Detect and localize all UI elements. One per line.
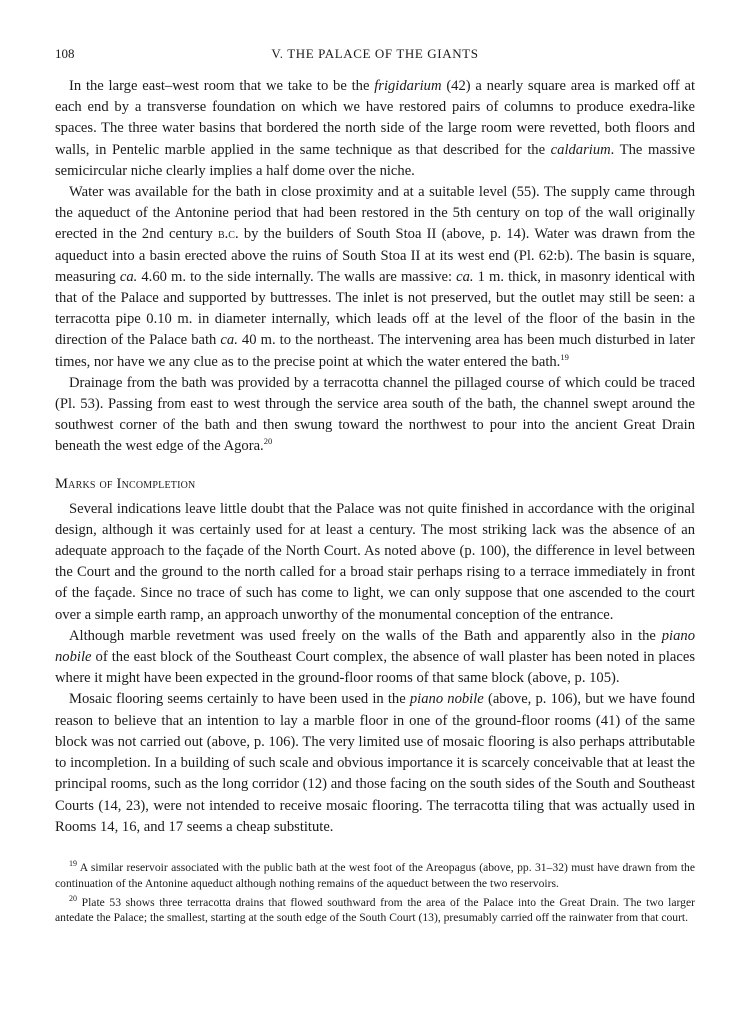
footnotes <box>55 860 695 926</box>
paragraph-frigidarium: In the large east–west room that we take to be the frigidarium (42) a nearly square area is marked off at each end by a transverse foundation on which we have restored pairs of columns to produce exedra-like spaces. The three water basins that bordered the north side of the large room were revetted, both floors and walls, in Pentelic marble applied in the same technique as that described for the caldarium. The massive semicircular niche clearly implies a half dome over the niche. <box>55 78 696 179</box>
paragraph-mosaic-flooring: Mosaic flooring seems certainly to have been used in the piano nobile (above, p. 106), but we have found reason to believe that an intention to lay a marble floor in one of the ground-floor rooms (41) of the same block was not carried out (above, p. 106). The very limited use of mosaic flooring is also perhaps attributable to incompletion. In a building of such scale and obvious importance it is scarcely conceivable that at least the principal rooms, such as the long corridor (12) and those facing on the south sides of the South and Southeast Courts (14, 23), were not intended to receive mosaic flooring. The terracotta tiling that was actually used in Rooms 14, 16, and 17 seems a cheap substitute. <box>55 691 695 835</box>
running-head <box>55 46 695 66</box>
paragraph-drainage: Drainage from the bath was provided by a terracotta channel the pillaged course of which could be traced (Pl. 53). Passing from east to west through the service area south of the bath, the channel swept around the southwest corner of the bath and then swung toward the northwest to pour into the ancient Great Drain beneath the west edge of the Agora.$^{20}$ <box>55 374 695 455</box>
footnote-mark: 20 <box>69 893 77 903</box>
chapter-title: V. THE PALACE OF THE GIANTS <box>271 46 479 61</box>
section-heading: Marks of Incompletion <box>55 475 196 492</box>
footnote-ref-20[interactable]: 20 <box>263 436 273 447</box>
page-number: 108 <box>55 46 75 61</box>
footnote-ref-19[interactable]: 19 <box>560 351 569 362</box>
footnote-19: $^{19}$ A similar reservoir associated with the public bath at the west foot of the Areopagus (above, pp. 31–32) must have drawn from the continuation of the Antonine aqueduct although nothing remains of the aqueduct between the two reservoirs. <box>55 859 695 890</box>
footnote-mark: 19 <box>69 859 77 869</box>
page <box>55 46 695 929</box>
paragraph-marble-revetment: Although marble revetment was used freely on the walls of the Bath and apparently also in the piano nobile of the east block of the Southeast Court complex, the absence of wall plaster has been noted in places where it might have been expected in the ground-floor rooms of that same block (above, p. 105). <box>55 627 695 687</box>
paragraph-incompletion: Several indications leave little doubt that the Palace was not quite finished in accordance with the original design, although it was certainly used for at least a century. The most striking lack was the absence of an adequate approach to the façade of the North Court. As noted above (p. 100), the difference in level between the Court and the ground to the north called for a broad stair perhaps rising to a terrace immediately in front of the façade. Since no trace of such has come to light, we can only suppose that one ascended to the court over a simple earth ramp, an approach unworthy of the monumental conception of the entrance. <box>55 500 695 623</box>
paragraph-water-supply: Water was available for the bath in close proximity and at a suitable level (55). The supply came through the aqueduct of the Antonine period that had been restored in the 5th century on top of the wall originally erected in the 2nd century b.c. by the builders of South Stoa II (above, p. 14). Water was drawn from the aqueduct into a basin erected above the ruins of South Stoa II at its west end (Pl. 62:b). The basin is square, measuring ca. 4.60 m. to the side internally. The walls are massive: ca. 1 m. thick, in masonry identical with that of the Palace and supported by buttresses. The inlet is not preserved, but the outlet may still be seen: a terracotta pipe 0.10 m. in diameter internally, which leads off at the level of the floor of the basin in the direction of the Palace bath ca. 40 m. to the northeast. The intervening area has been much disturbed in later times, nor have we any clue as to the precise point at which the water entered the bath.$^{19}$ <box>55 184 695 370</box>
footnote-20: $^{20}$ Plate 53 shows three terracotta drains that flowed southward from the area of the Palace into the Great Drain. The two larger antedate the Palace; the smallest, starting at the south edge of the South Court (13), presumably carried off the rainwater from that court. <box>55 893 695 925</box>
